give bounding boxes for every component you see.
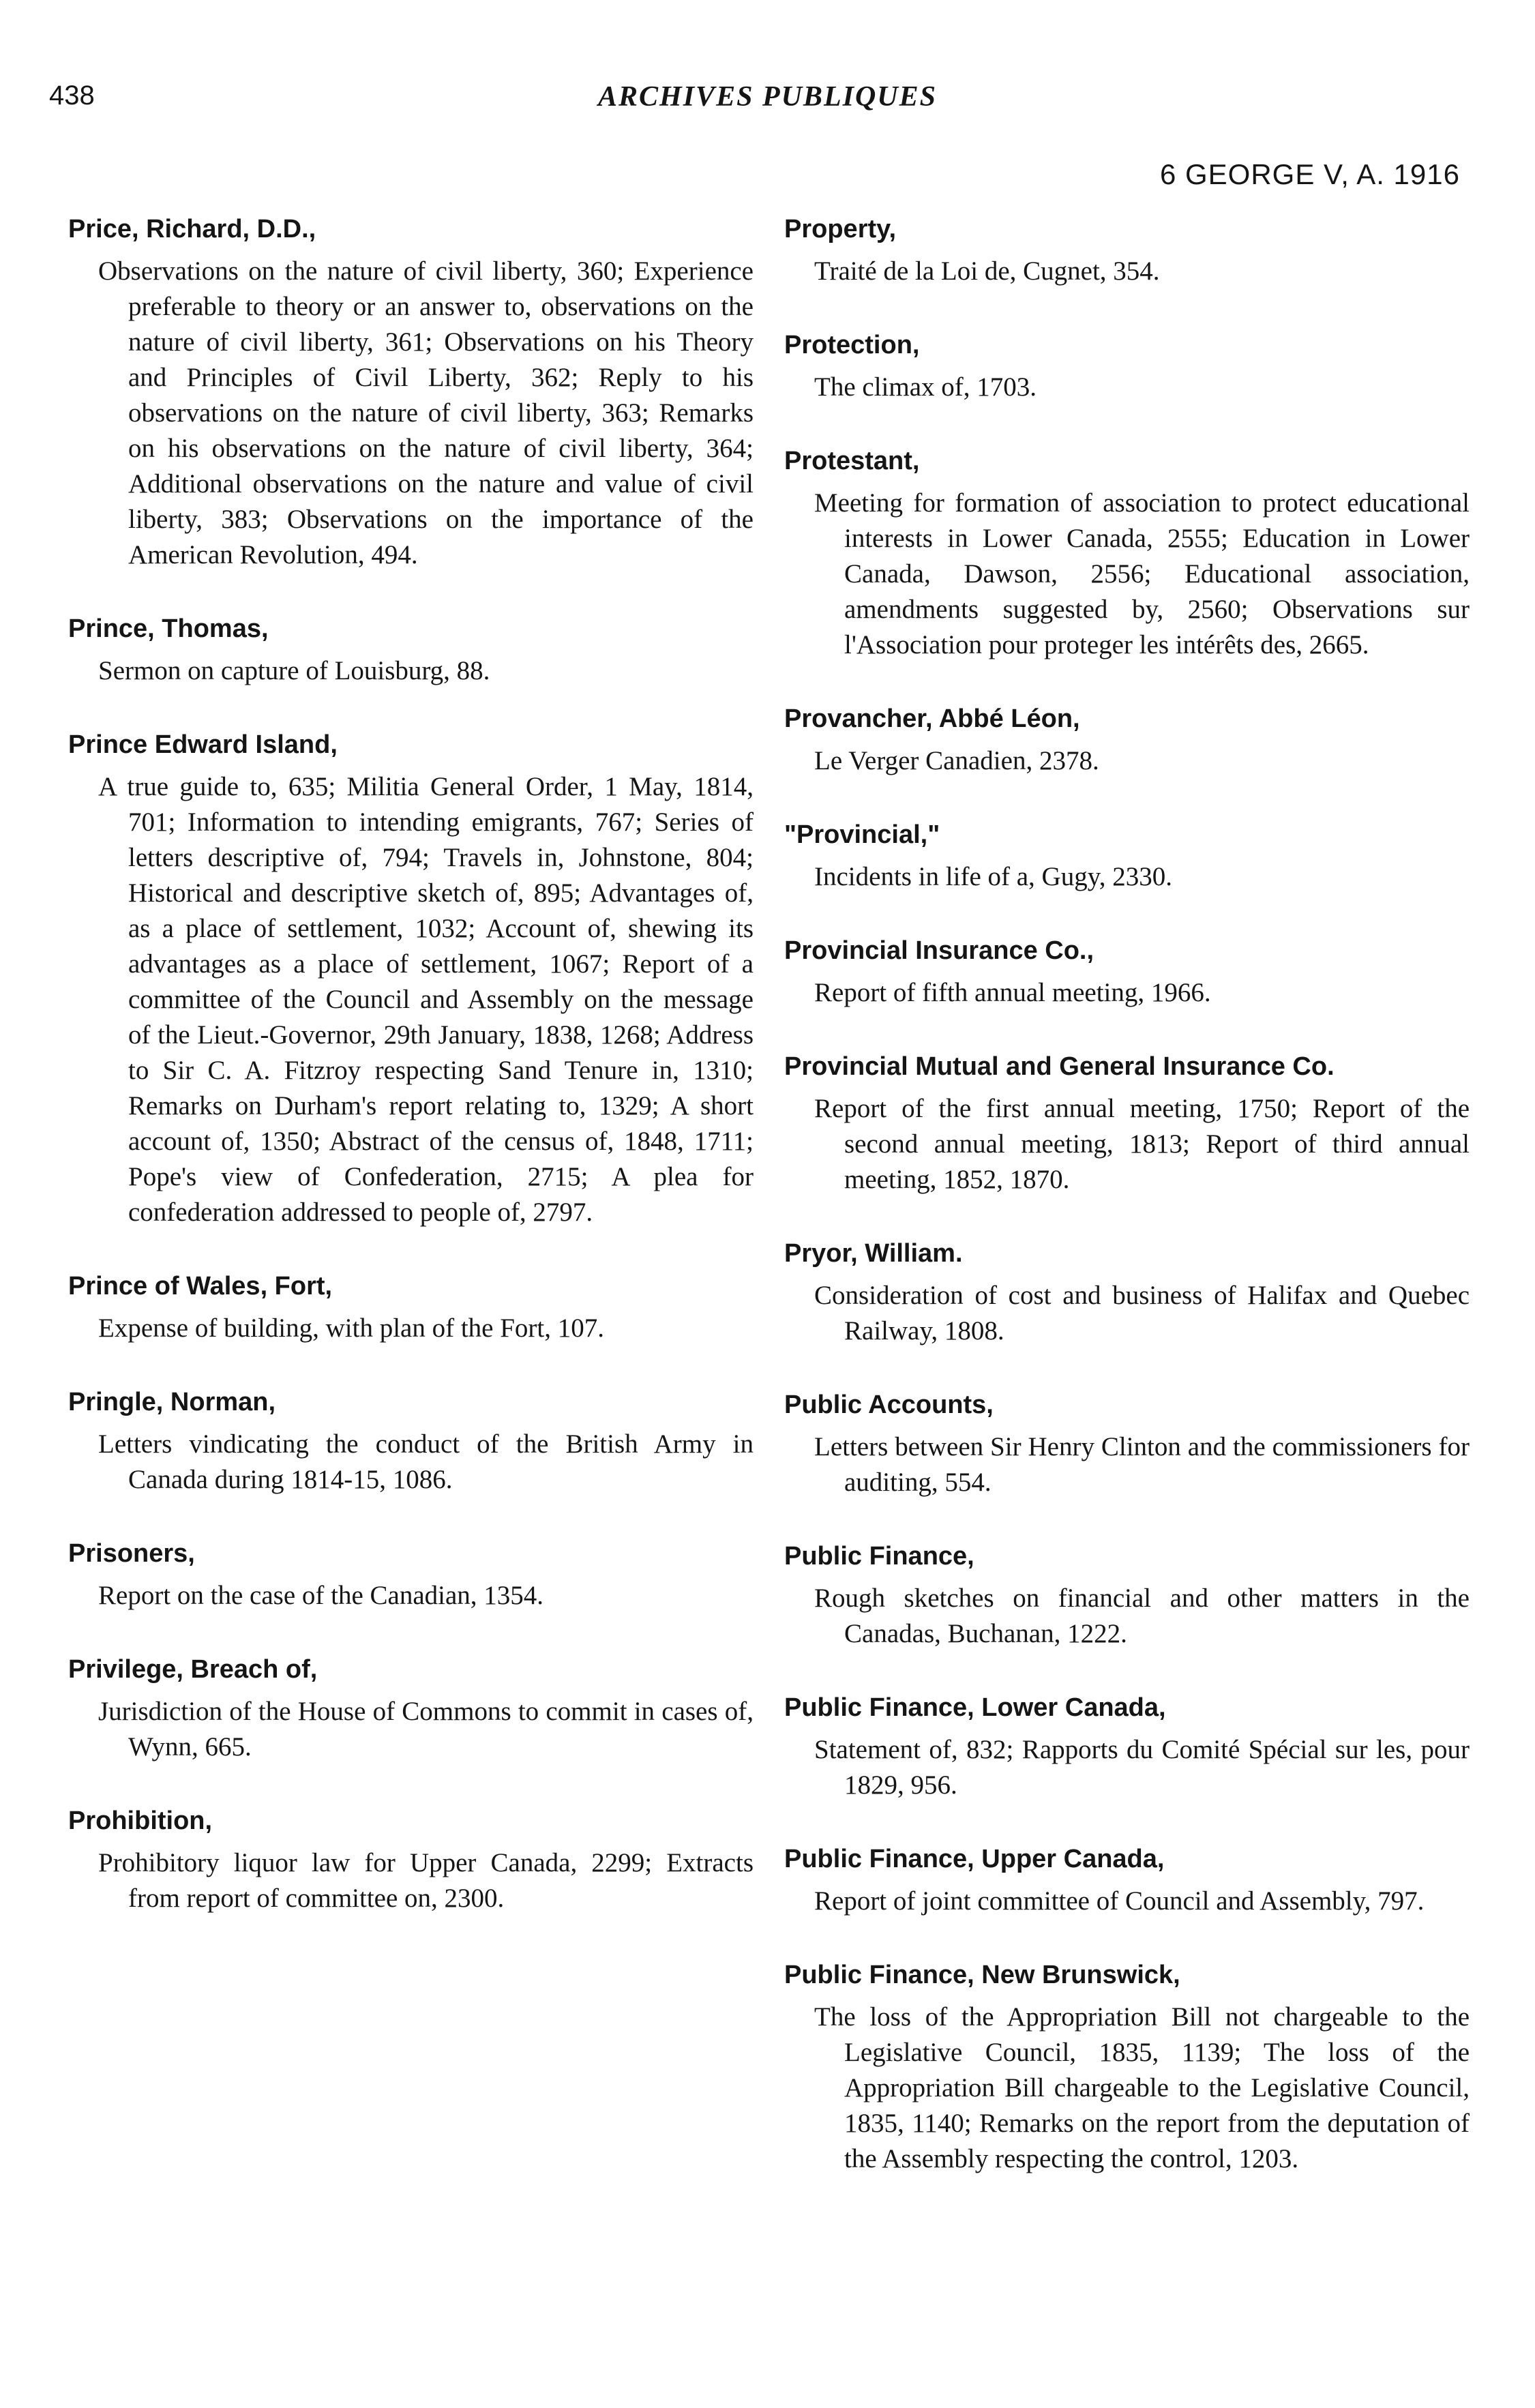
page-number: 438 bbox=[49, 80, 95, 110]
entry-heading: Prohibition, bbox=[68, 1807, 213, 1835]
index-entry bbox=[68, 1652, 754, 1765]
index-entry bbox=[784, 1387, 1470, 1500]
entry-body: The climax of, 1703. bbox=[814, 372, 1037, 402]
entry-body: Letters between Sir Henry Clinton and the commissioners for auditing, 554. bbox=[814, 1432, 1470, 1497]
entry-heading: Price, Richard, D.D., bbox=[68, 215, 316, 243]
index-entry bbox=[68, 1384, 754, 1498]
entry-body: Meeting for formation of association to protect educational interests in Lower Canada, 2555; Education in Lower Canada, Dawson, 2556; Educational association, amendments suggested by, 2560; Observations sur l'Association pour proteger les intérêts des, 2665. bbox=[814, 488, 1470, 659]
entry-heading: Public Accounts, bbox=[784, 1391, 994, 1419]
entry-body: Observations on the nature of civil liberty, 360; Experience preferable to theory or an answer to, observations on the nature of civil liberty, 361; Observations on his Theory and Principles of Civil Liberty, 362; Reply to his observations on the nature of civil liberty, 363; Remarks on his observations on the nature of civil liberty, 364; Additional observations on the nature and value of civil liberty, 383; Observations on the importance of the American Revolution, 494. bbox=[98, 256, 754, 569]
entry-body: The loss of the Appropriation Bill not chargeable to the Legislative Council, 1835, 1139; The loss of the Appropriation Bill chargeable to the Legislative Council, 1835, 1140; Remarks on the report from the deputation of the Assembly respecting the control, 1203. bbox=[814, 2002, 1470, 2173]
index-entry bbox=[784, 1539, 1470, 1652]
entry-heading: Provincial Mutual and General Insurance Co. bbox=[784, 1052, 1335, 1081]
entry-body: Expense of building, with plan of the Fort, 107. bbox=[98, 1313, 604, 1343]
index-entry bbox=[784, 701, 1470, 779]
entry-body: Jurisdiction of the House of Commons to commit in cases of, Wynn, 665. bbox=[98, 1697, 754, 1762]
index-entry bbox=[784, 933, 1470, 1011]
entry-body: Prohibitory liquor law for Upper Canada, 2299; Extracts from report of committee on, 2300. bbox=[98, 1848, 754, 1913]
entry-body: Rough sketches on financial and other matters in the Canadas, Buchanan, 1222. bbox=[814, 1584, 1470, 1648]
index-entry bbox=[784, 443, 1470, 663]
entry-heading: Privilege, Breach of, bbox=[68, 1655, 318, 1684]
entry-heading: Prince Edward Island, bbox=[68, 730, 338, 759]
index-entry bbox=[784, 1957, 1470, 2177]
entry-body: Report on the case of the Canadian, 1354. bbox=[98, 1581, 544, 1610]
entry-heading: Public Finance, New Brunswick, bbox=[784, 1961, 1180, 1989]
page-title: ARCHIVES PUBLIQUES bbox=[598, 81, 937, 113]
entry-heading: Public Finance, bbox=[784, 1542, 974, 1571]
entry-heading: Protection, bbox=[784, 331, 920, 359]
entry-heading: Property, bbox=[784, 215, 897, 243]
entry-body: Le Verger Canadien, 2378. bbox=[814, 746, 1099, 775]
entry-heading: Prince of Wales, Fort, bbox=[68, 1272, 333, 1300]
index-entry bbox=[68, 611, 754, 689]
entry-body: Report of joint committee of Council and Assembly, 797. bbox=[814, 1886, 1425, 1916]
entry-heading: Public Finance, Upper Canada, bbox=[784, 1845, 1165, 1873]
index-entry bbox=[68, 1536, 754, 1614]
entry-body: Report of fifth annual meeting, 1966. bbox=[814, 978, 1211, 1007]
entry-heading: Public Finance, Lower Canada, bbox=[784, 1693, 1166, 1722]
index-entry bbox=[784, 817, 1470, 895]
entry-body: Statement of, 832; Rapports du Comité Spécial sur les, pour 1829, 956. bbox=[814, 1735, 1470, 1800]
index-entry bbox=[784, 327, 1470, 405]
index-entry bbox=[68, 1268, 754, 1346]
index-entry bbox=[68, 727, 754, 1230]
index-entry bbox=[784, 1049, 1470, 1198]
entry-heading: "Provincial," bbox=[784, 820, 940, 849]
entry-body: A true guide to, 635; Militia General Order, 1 May, 1814, 701; Information to intending emigrants, 767; Series of letters descriptive of, 794; Travels in, Johnstone, 804; Historical and descriptive sketch of, 895; Advantages of, as a place of settlement, 1032; Account of, shewing its advantages as a place of settlement, 1067; Report of a committee of the Council and Assembly on the message of the Lieut.-Governor, 29th January, 1838, 1268; Address to Sir C. A. Fitzroy respecting Sand Tenure in, 1310; Remarks on Durham's report relating to, 1329; A short account of, 1350; Abstract of the census of, 1848, 1711; Pope's view of Confederation, 2715; A plea for confederation addressed to people of, 2797. bbox=[98, 772, 754, 1227]
index-entry bbox=[784, 1236, 1470, 1349]
entry-body: Traité de la Loi de, Cugnet, 354. bbox=[814, 256, 1160, 286]
index-entry bbox=[68, 211, 754, 573]
entry-heading: Prisoners, bbox=[68, 1539, 195, 1568]
entry-heading: Provincial Insurance Co., bbox=[784, 936, 1094, 965]
left-column bbox=[68, 211, 754, 1954]
entry-body: Sermon on capture of Louisburg, 88. bbox=[98, 656, 490, 685]
session-label: 6 GEORGE V, A. 1916 bbox=[1159, 158, 1460, 190]
entry-heading: Prince, Thomas, bbox=[68, 614, 269, 643]
entry-heading: Protestant, bbox=[784, 447, 920, 475]
index-entry bbox=[68, 1803, 754, 1916]
index-entry bbox=[784, 211, 1470, 289]
index-entry bbox=[784, 1690, 1470, 1803]
entry-body: Consideration of cost and business of Halifax and Quebec Railway, 1808. bbox=[814, 1281, 1470, 1346]
entry-body: Incidents in life of a, Gugy, 2330. bbox=[814, 862, 1172, 891]
entry-heading: Provancher, Abbé Léon, bbox=[784, 704, 1080, 733]
right-column bbox=[784, 211, 1470, 2215]
entry-body: Letters vindicating the conduct of the British Army in Canada during 1814-15, 1086. bbox=[98, 1429, 754, 1494]
index-entry bbox=[784, 1841, 1470, 1919]
entry-heading: Pryor, William. bbox=[784, 1239, 963, 1268]
entry-body: Report of the first annual meeting, 1750; Report of the second annual meeting, 1813; Report of third annual meeting, 1852, 1870. bbox=[814, 1094, 1470, 1194]
entry-heading: Pringle, Norman, bbox=[68, 1388, 276, 1416]
